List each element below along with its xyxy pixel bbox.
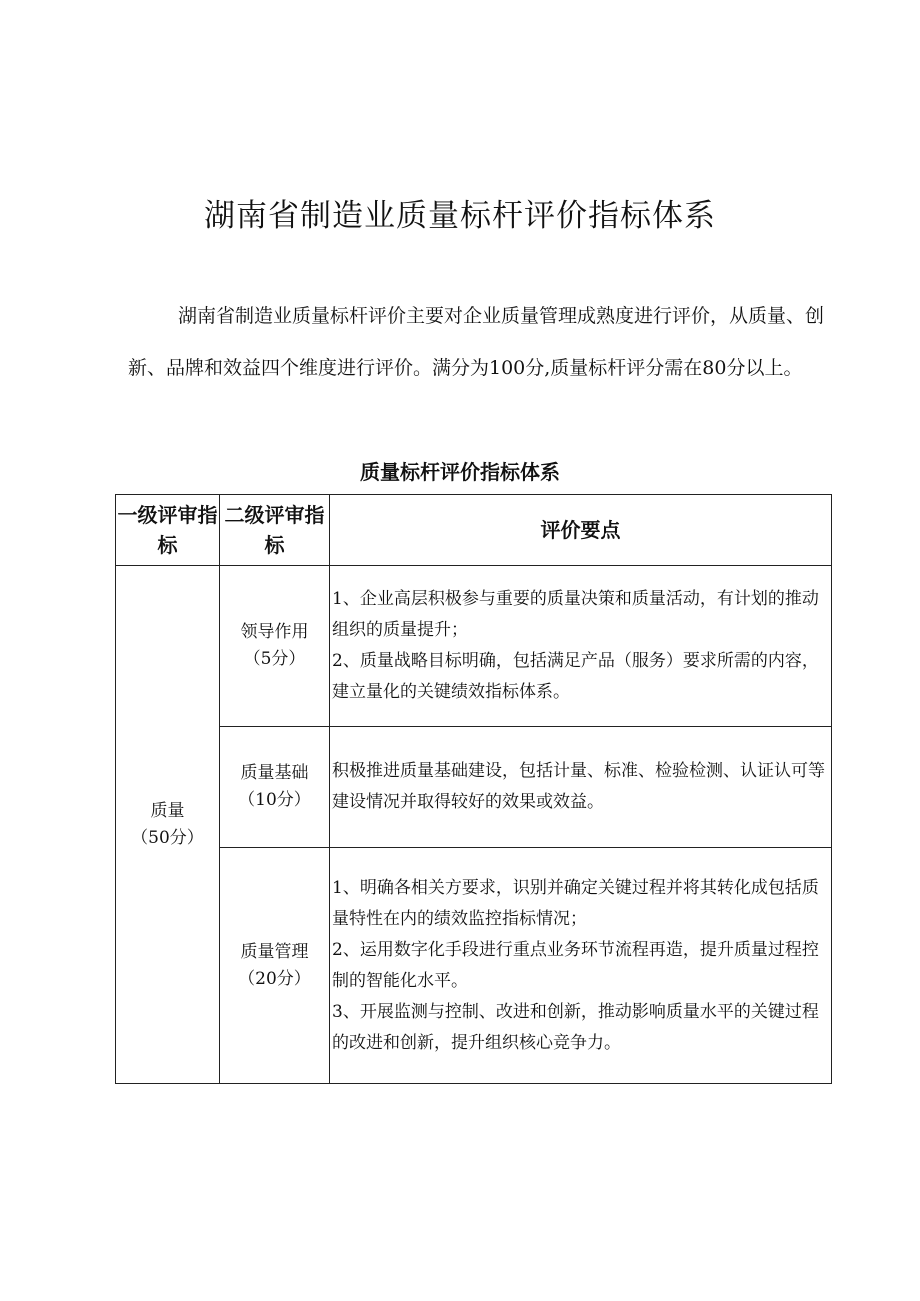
header-level2: 二级评审指标 xyxy=(220,495,330,566)
points-cell xyxy=(330,566,832,727)
intro-paragraph: 湖南省制造业质量标杆评价主要对企业质量管理成熟度进行评价，从质量、创新、品牌和效益四个维度进行评价。满分为100分,质量标杆评分需在80分以上。 xyxy=(128,305,825,379)
level2-score: （5分） xyxy=(243,649,306,669)
point-item: 1、明确各相关方要求，识别并确定关键过程并将其转化成包括质量特性在内的绩效监控指标情况； xyxy=(332,877,819,929)
header-points: 评价要点 xyxy=(330,495,832,566)
point-item: 积极推进质量基础建设，包括计量、标准、检验检测、认证认可等建设情况并取得较好的效果或效益。 xyxy=(332,761,825,812)
point-item: 2、运用数字化手段进行重点业务环节流程再造，提升质量过程控制的智能化水平。 xyxy=(332,939,819,991)
table-row xyxy=(116,727,832,848)
level1-cell xyxy=(116,566,220,1084)
level2-score: （10分） xyxy=(238,790,311,810)
table-title: 质量标杆评价指标体系 xyxy=(360,460,560,484)
level1-name: 质量 xyxy=(150,800,185,821)
level2-name: 领导作用 xyxy=(240,622,309,642)
level2-cell xyxy=(220,727,330,848)
level1-score: （50分） xyxy=(131,827,204,848)
point-item: 2、质量战略目标明确，包括满足产品（服务）要求所需的内容，建立量化的关键绩效指标体系。 xyxy=(332,651,819,702)
level2-cell xyxy=(220,566,330,727)
point-item: 1、企业高层积极参与重要的质量决策和质量活动，有计划的推动组织的质量提升； xyxy=(332,589,819,640)
table-row xyxy=(116,848,832,1084)
level2-name: 质量管理 xyxy=(240,941,309,962)
points-cell xyxy=(330,848,832,1084)
points-cell xyxy=(330,727,832,848)
table-header-row xyxy=(116,495,832,566)
header-level1: 一级评审指标 xyxy=(116,495,220,566)
level2-name: 质量基础 xyxy=(240,763,309,783)
level2-cell xyxy=(220,848,330,1084)
level2-score: （20分） xyxy=(238,968,311,989)
point-item: 3、开展监测与控制、改进和创新，推动影响质量水平的关键过程的改进和创新，提升组织核心竞争力。 xyxy=(332,1001,819,1053)
document-title: 湖南省制造业质量标杆评价指标体系 xyxy=(204,198,716,234)
index-table xyxy=(115,494,832,1084)
table-row xyxy=(116,566,832,727)
